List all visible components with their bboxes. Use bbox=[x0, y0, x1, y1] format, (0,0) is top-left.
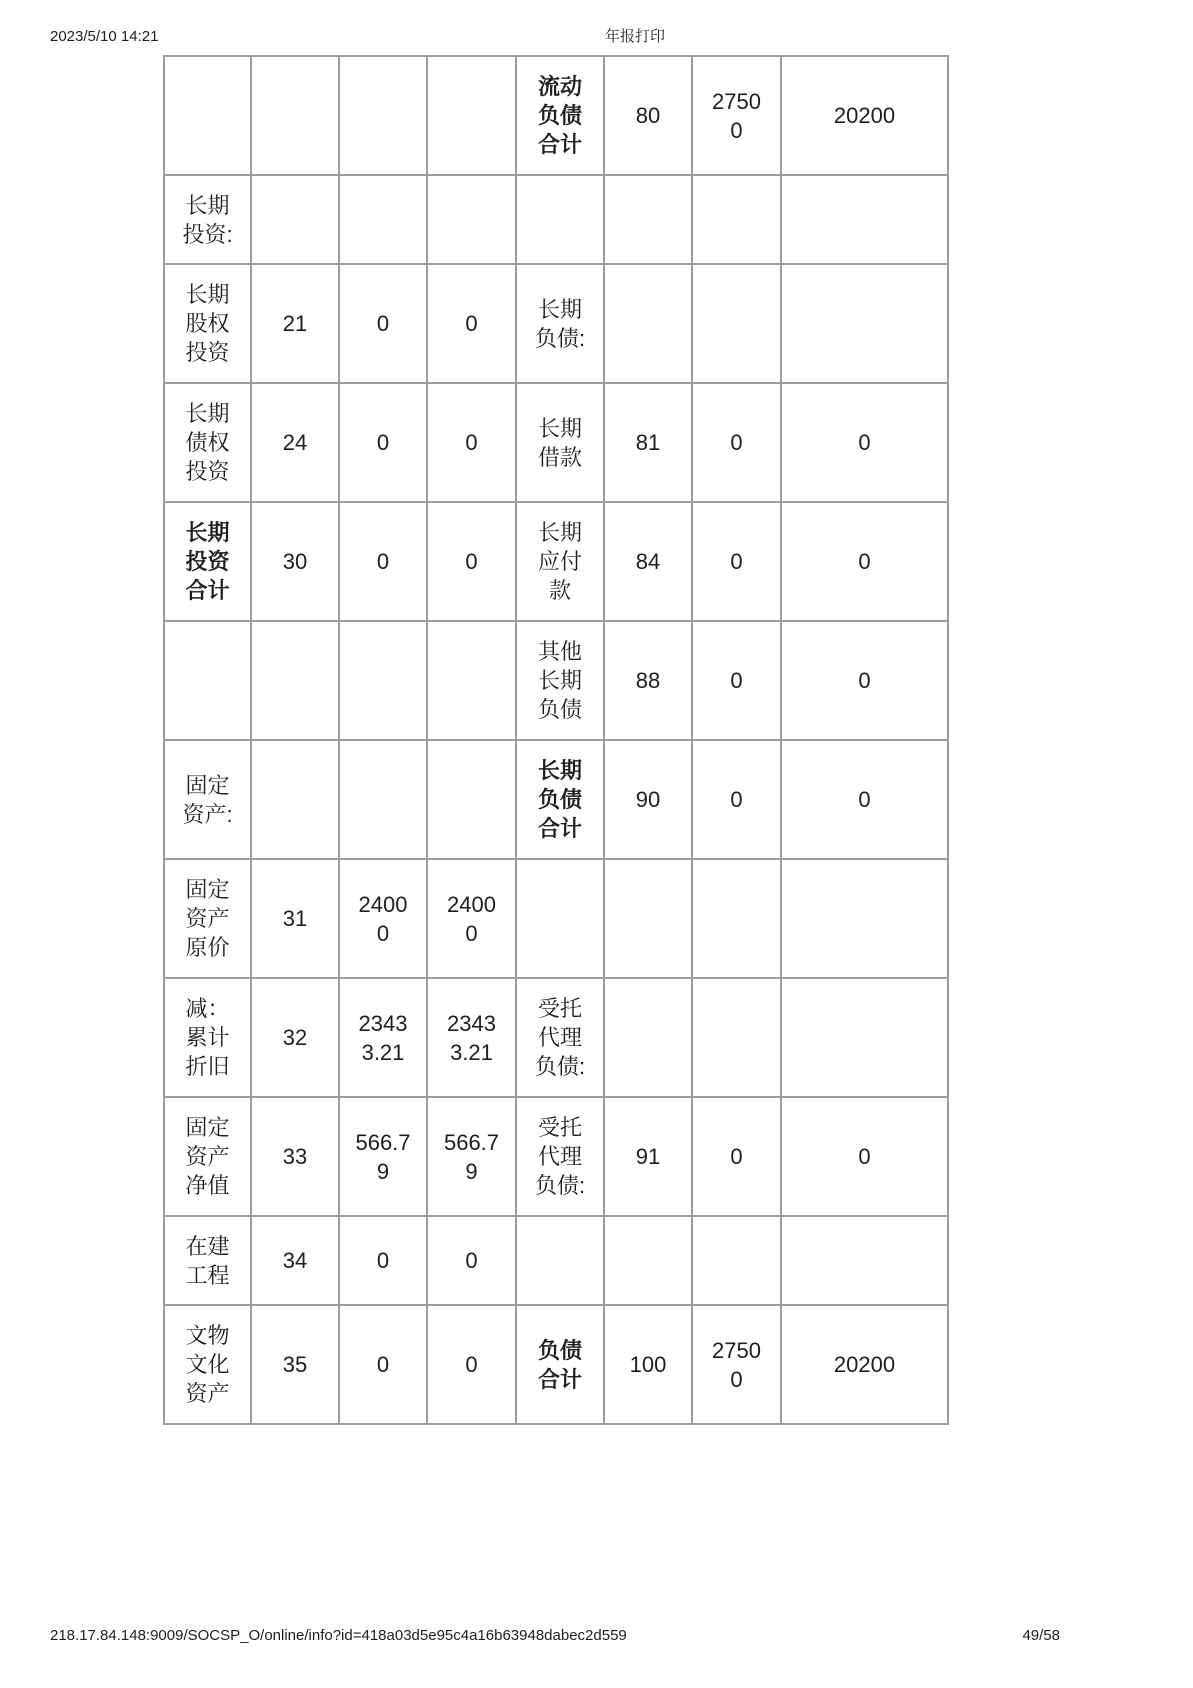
table-row bbox=[164, 264, 948, 383]
page-number: 49/58 bbox=[1022, 1627, 1060, 1644]
asset-amount-begin-cell: 0 bbox=[339, 264, 427, 383]
liability-amount-end-cell: 0 bbox=[781, 621, 948, 740]
asset-item-cell: 长期投资合计 bbox=[164, 502, 251, 621]
table-row bbox=[164, 1305, 948, 1424]
table-row bbox=[164, 859, 948, 978]
liability-line-no-cell: 91 bbox=[604, 1097, 692, 1216]
asset-amount-end-cell: 566.79 bbox=[427, 1097, 516, 1216]
print-title: 年报打印 bbox=[604, 28, 666, 45]
asset-amount-begin-cell: 566.79 bbox=[339, 1097, 427, 1216]
asset-line-no-cell bbox=[251, 621, 339, 740]
liability-line-no-cell bbox=[604, 264, 692, 383]
liability-amount-begin-cell bbox=[692, 1216, 781, 1305]
asset-line-no-cell bbox=[251, 175, 339, 264]
asset-amount-begin-cell bbox=[339, 175, 427, 264]
liability-amount-begin-cell: 0 bbox=[692, 740, 781, 859]
table-row bbox=[164, 175, 948, 264]
asset-amount-end-cell: 0 bbox=[427, 264, 516, 383]
liability-item-cell: 长期负债合计 bbox=[516, 740, 604, 859]
asset-item-cell: 文物文化资产 bbox=[164, 1305, 251, 1424]
asset-item-cell: 长期投资: bbox=[164, 175, 251, 264]
liability-item-cell bbox=[516, 175, 604, 264]
asset-item-cell bbox=[164, 56, 251, 175]
liability-item-cell: 长期借款 bbox=[516, 383, 604, 502]
liability-amount-end-cell: 20200 bbox=[781, 56, 948, 175]
liability-line-no-cell: 100 bbox=[604, 1305, 692, 1424]
liability-amount-end-cell bbox=[781, 978, 948, 1097]
liability-item-cell: 长期应付款 bbox=[516, 502, 604, 621]
asset-amount-end-cell bbox=[427, 740, 516, 859]
liability-amount-end-cell: 0 bbox=[781, 740, 948, 859]
liability-amount-begin-cell bbox=[692, 978, 781, 1097]
asset-line-no-cell: 34 bbox=[251, 1216, 339, 1305]
asset-amount-end-cell: 0 bbox=[427, 502, 516, 621]
asset-amount-begin-cell: 0 bbox=[339, 1305, 427, 1424]
liability-amount-begin-cell: 0 bbox=[692, 621, 781, 740]
liability-amount-begin-cell bbox=[692, 264, 781, 383]
liability-line-no-cell: 88 bbox=[604, 621, 692, 740]
liability-amount-end-cell: 0 bbox=[781, 1097, 948, 1216]
asset-item-cell: 固定资产原价 bbox=[164, 859, 251, 978]
asset-amount-begin-cell bbox=[339, 740, 427, 859]
table-row bbox=[164, 502, 948, 621]
asset-amount-begin-cell bbox=[339, 621, 427, 740]
asset-amount-end-cell bbox=[427, 175, 516, 264]
asset-line-no-cell bbox=[251, 740, 339, 859]
liability-amount-end-cell: 0 bbox=[781, 383, 948, 502]
asset-item-cell bbox=[164, 621, 251, 740]
asset-amount-begin-cell: 24000 bbox=[339, 859, 427, 978]
liability-item-cell: 长期负债: bbox=[516, 264, 604, 383]
asset-item-cell: 固定资产净值 bbox=[164, 1097, 251, 1216]
liability-line-no-cell: 84 bbox=[604, 502, 692, 621]
asset-item-cell: 长期债权投资 bbox=[164, 383, 251, 502]
table-row bbox=[164, 1216, 948, 1305]
asset-amount-end-cell: 23433.21 bbox=[427, 978, 516, 1097]
liability-amount-begin-cell bbox=[692, 859, 781, 978]
liability-amount-end-cell bbox=[781, 175, 948, 264]
asset-line-no-cell: 32 bbox=[251, 978, 339, 1097]
table-row bbox=[164, 740, 948, 859]
asset-amount-end-cell: 0 bbox=[427, 1216, 516, 1305]
liability-item-cell: 受托代理负债: bbox=[516, 1097, 604, 1216]
liability-item-cell: 受托代理负债: bbox=[516, 978, 604, 1097]
asset-amount-begin-cell: 0 bbox=[339, 1216, 427, 1305]
liability-line-no-cell: 90 bbox=[604, 740, 692, 859]
liability-item-cell bbox=[516, 859, 604, 978]
asset-line-no-cell: 35 bbox=[251, 1305, 339, 1424]
liability-amount-end-cell bbox=[781, 264, 948, 383]
table-row bbox=[164, 621, 948, 740]
liability-amount-begin-cell: 0 bbox=[692, 383, 781, 502]
asset-line-no-cell: 21 bbox=[251, 264, 339, 383]
asset-amount-end-cell bbox=[427, 56, 516, 175]
asset-line-no-cell: 33 bbox=[251, 1097, 339, 1216]
balance-sheet-table bbox=[163, 55, 949, 1425]
liability-item-cell: 其他长期负债 bbox=[516, 621, 604, 740]
liability-amount-end-cell: 0 bbox=[781, 502, 948, 621]
liability-amount-begin-cell: 27500 bbox=[692, 56, 781, 175]
asset-amount-end-cell: 24000 bbox=[427, 859, 516, 978]
asset-item-cell: 固定资产: bbox=[164, 740, 251, 859]
liability-amount-begin-cell: 0 bbox=[692, 1097, 781, 1216]
liability-line-no-cell bbox=[604, 175, 692, 264]
page-url: 218.17.84.148:9009/SOCSP_O/online/info?id=418a03d5e95c4a16b63948dabec2d559 bbox=[50, 1627, 627, 1644]
table-row bbox=[164, 56, 948, 175]
asset-amount-begin-cell: 0 bbox=[339, 383, 427, 502]
table-row bbox=[164, 1097, 948, 1216]
liability-line-no-cell: 81 bbox=[604, 383, 692, 502]
table-body bbox=[164, 56, 948, 1424]
liability-line-no-cell bbox=[604, 1216, 692, 1305]
liability-line-no-cell bbox=[604, 859, 692, 978]
liability-amount-end-cell: 20200 bbox=[781, 1305, 948, 1424]
table-row bbox=[164, 978, 948, 1097]
liability-amount-end-cell bbox=[781, 859, 948, 978]
asset-amount-begin-cell bbox=[339, 56, 427, 175]
asset-amount-end-cell: 0 bbox=[427, 383, 516, 502]
asset-line-no-cell: 30 bbox=[251, 502, 339, 621]
asset-amount-end-cell bbox=[427, 621, 516, 740]
asset-line-no-cell bbox=[251, 56, 339, 175]
asset-item-cell: 减：累计折旧 bbox=[164, 978, 251, 1097]
liability-amount-end-cell bbox=[781, 1216, 948, 1305]
liability-line-no-cell bbox=[604, 978, 692, 1097]
liability-item-cell bbox=[516, 1216, 604, 1305]
asset-amount-begin-cell: 23433.21 bbox=[339, 978, 427, 1097]
liability-amount-begin-cell: 0 bbox=[692, 502, 781, 621]
asset-line-no-cell: 31 bbox=[251, 859, 339, 978]
liability-amount-begin-cell: 27500 bbox=[692, 1305, 781, 1424]
liability-amount-begin-cell bbox=[692, 175, 781, 264]
liability-line-no-cell: 80 bbox=[604, 56, 692, 175]
asset-amount-end-cell: 0 bbox=[427, 1305, 516, 1424]
liability-item-cell: 流动负债合计 bbox=[516, 56, 604, 175]
table-row bbox=[164, 383, 948, 502]
asset-item-cell: 长期股权投资 bbox=[164, 264, 251, 383]
asset-amount-begin-cell: 0 bbox=[339, 502, 427, 621]
print-datetime: 2023/5/10 14:21 bbox=[50, 28, 159, 45]
liability-item-cell: 负债合计 bbox=[516, 1305, 604, 1424]
asset-item-cell: 在建工程 bbox=[164, 1216, 251, 1305]
asset-line-no-cell: 24 bbox=[251, 383, 339, 502]
